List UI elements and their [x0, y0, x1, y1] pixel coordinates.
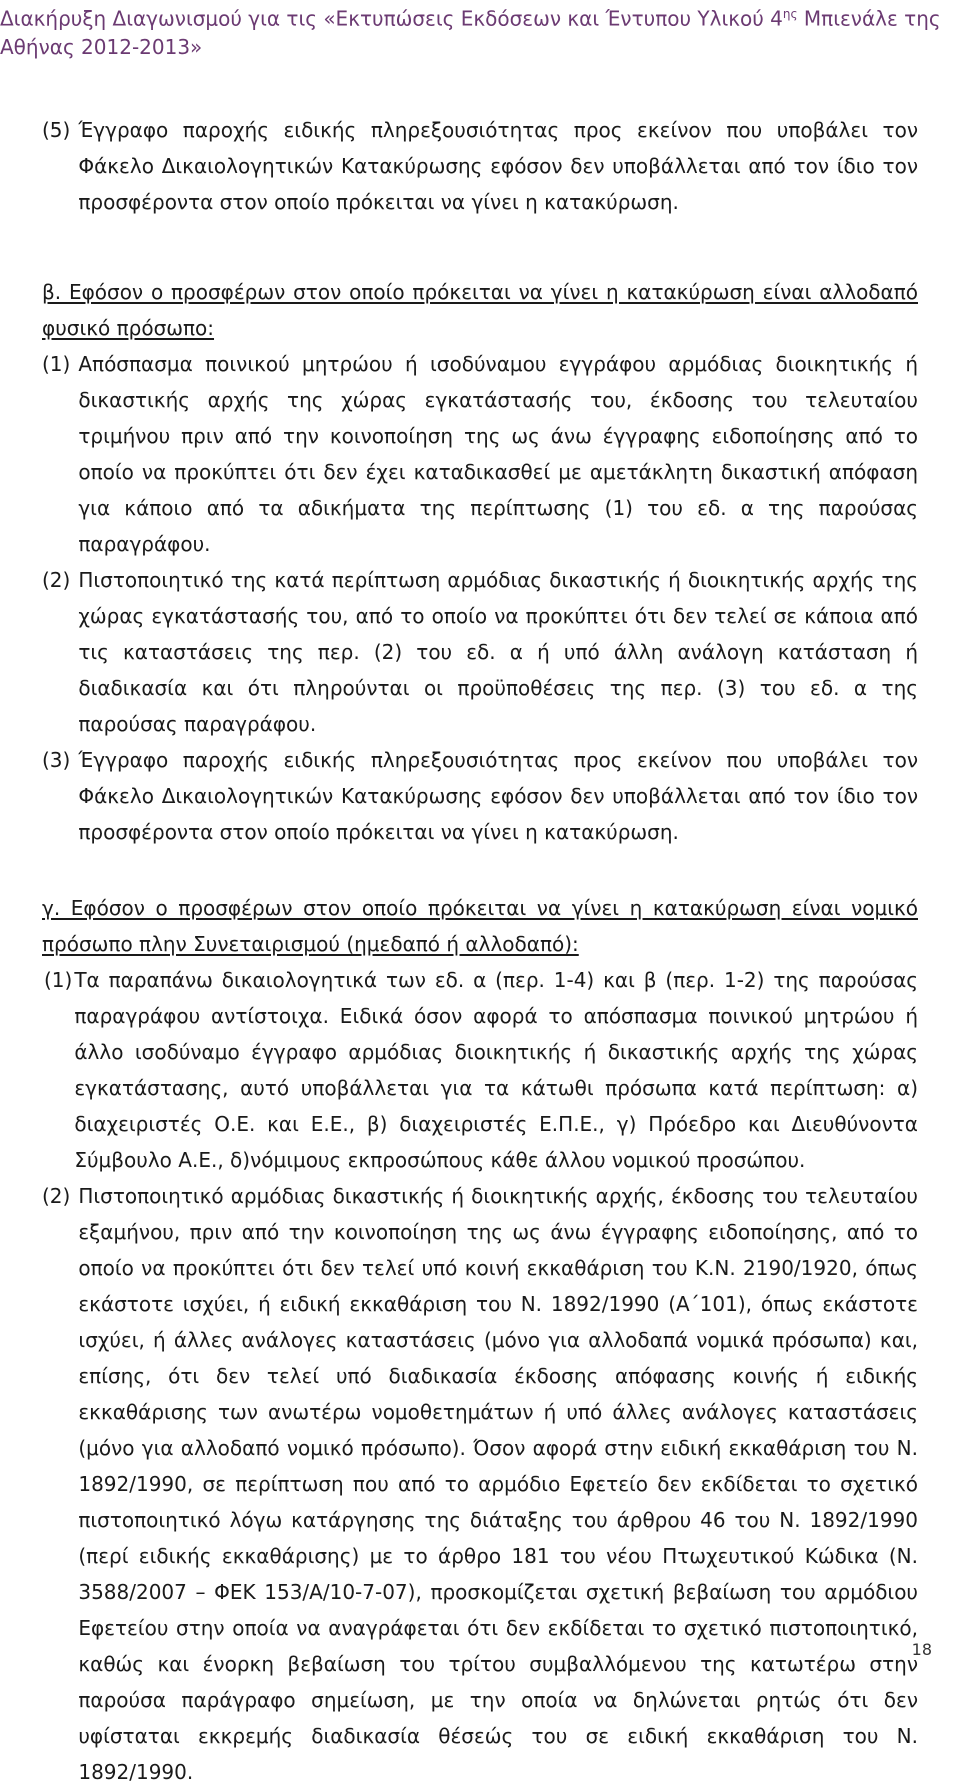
document-header [0, 0, 960, 61]
item-number: (2) [42, 1184, 71, 1208]
item-text: Έγγραφο παροχής ειδικής πληρεξουσιότητας προς εκείνον που υποβάλει τον Φάκελο Δικαιολογητικών Κατακύρωσης εφόσον δεν υποβάλλεται από τον ίδιο τον προσφέροντα στον οποίο πρόκειται να γίνει η κατακύρωση. [78, 118, 918, 214]
page-number: 18 [911, 1640, 932, 1659]
header-line-2: Αθήνας 2012-2013» [0, 34, 203, 59]
list-item-b1 [42, 346, 918, 562]
header-text: Διακήρυξη Διαγωνισμού για τις «Εκτυπώσεις Εκδόσεων και Έντυπου Υλικού 4 [0, 6, 783, 31]
item-number: (3) [42, 748, 71, 772]
item-text: Έγγραφο παροχής ειδικής πληρεξουσιότητας προς εκείνον που υποβάλει τον Φάκελο Δικαιολογητικών Κατακύρωσης εφόσον δεν υποβάλλεται από τον ίδιο τον προσφέροντα στον οποίο πρόκειται να γίνει η κατακύρωση. [78, 748, 918, 844]
list-item-a5 [42, 112, 918, 220]
list-item-b2 [42, 562, 918, 742]
item-number: (1) [44, 968, 73, 992]
item-text: Πιστοποιητικό της κατά περίπτωση αρμόδιας δικαστικής ή διοικητικής αρχής της χώρας εγκατάστασής του, από το οποίο να προκύπτει ότι δεν τελεί σε κάποια από τις καταστάσεις της περ. (2) του εδ. α ή υπό άλλη ανάλογη κατάσταση ή διαδικασία και ότι πληρούνται οι προϋποθέσεις της περ. (3) του εδ. α της παρούσας παραγράφου. [78, 568, 918, 736]
item-number: (5) [42, 118, 71, 142]
section-b-title: β. Εφόσον ο προσφέρων στον οποίο πρόκειται να γίνει η κατακύρωση είναι αλλοδαπό φυσικό πρόσωπο: [42, 280, 918, 340]
list-item-c2 [42, 1178, 918, 1790]
item-number: (2) [42, 568, 71, 592]
section-c-title: γ. Εφόσον ο προσφέρων στον οποίο πρόκειται να γίνει η κατακύρωση είναι νομικό πρόσωπο πλην Συνεταιρισμού (ημεδαπό ή αλλοδαπό): [42, 896, 918, 956]
header-line-1 [0, 0, 960, 33]
item-number: (1) [42, 352, 71, 376]
document-body [42, 112, 918, 1790]
list-item-b3 [42, 742, 918, 850]
header-text-end: Μπιενάλε της [797, 6, 941, 31]
header-superscript: ης [782, 7, 798, 21]
item-text: Τα παραπάνω δικαιολογητικά των εδ. α (περ. 1-4) και β (περ. 1-2) της παρούσας παραγράφου αντίστοιχα. Ειδικά όσον αφορά το απόσπασμα ποινικού μητρώου ή άλλο ισοδύναμο έγγραφο αρμόδιας διοικητικής ή δικαστικής αρχής της χώρας εγκατάστασης, αυτό υποβάλλεται για τα κάτωθι πρόσωπα κατά περίπτωση: α) διαχειριστές Ο.Ε. και Ε.Ε., β) διαχειριστές Ε.Π.Ε., γ) Πρόεδρο και Διευθύνοντα Σύμβουλο Α.Ε., δ)νόμιμους εκπροσώπους κάθε άλλου νομικού προσώπου. [74, 968, 918, 1172]
item-text: Πιστοποιητικό αρμόδιας δικαστικής ή διοικητικής αρχής, έκδοσης του τελευταίου εξαμήνου, πριν από την κοινοποίηση της ως άνω έγγραφης ειδοποίησης, από το οποίο να προκύπτει ότι δεν τελεί υπό κοινή εκκαθάριση του Κ.Ν. 2190/1920, όπως εκάστοτε ισχύει, ή ειδική εκκαθάριση του Ν. 1892/1990 (Α΄101), όπως εκάστοτε ισχύει, ή άλλες ανάλογες καταστάσεις (μόνο για αλλοδαπά νομικά πρόσωπα) και, επίσης, ότι δεν τελεί υπό διαδικασία έκδοσης απόφασης κοινής ή ειδικής εκκαθάρισης των ανωτέρω νομοθετημάτων ή υπό άλλες ανάλογες καταστάσεις (μόνο για αλλοδαπό νομικό πρόσωπο). Όσον αφορά στην ειδική εκκαθάριση του Ν. 1892/1990, σε περίπτωση που από το αρμόδιο Εφετείο δεν εκδίδεται το σχετικό πιστοποιητικό λόγω κατάργησης της διάταξης του άρθρου 46 του Ν. 1892/1990 (περί ειδικής εκκαθάρισης) με το άρθρο 181 του νέου Πτωχευτικού Κώδικα (Ν. 3588/2007 – ΦΕΚ 153/Α/10-7-07), προσκομίζεται σχετική βεβαίωση του αρμόδιου Εφετείου στην οποία να αναγράφεται ότι δεν εκδίδεται το σχετικό πιστοποιητικό, καθώς και ένορκη βεβαίωση του τρίτου συμβαλλόμενου της κατωτέρω στην παρούσα παράγραφο σημείωση, με την οποία να δηλώνεται ρητώς ότι δεν υφίσταται εκκρεμής διαδικασία θέσεώς του σε ειδική εκκαθάριση του Ν. 1892/1990. [78, 1184, 918, 1784]
item-text: Απόσπασμα ποινικού μητρώου ή ισοδύναμου εγγράφου αρμόδιας διοικητικής ή δικαστικής αρχής της χώρας εγκατάστασής του, έκδοσης του τελευταίου τριμήνου πριν από την κοινοποίηση της ως άνω έγγραφης ειδοποίησης από το οποίο να προκύπτει ότι δεν έχει καταδικασθεί με αμετάκλητη δικαστική απόφαση για κάποιο από τα αδικήματα της περίπτωσης (1) του εδ. α της παρούσας παραγράφου. [78, 352, 918, 556]
list-item-c1 [42, 962, 918, 1178]
